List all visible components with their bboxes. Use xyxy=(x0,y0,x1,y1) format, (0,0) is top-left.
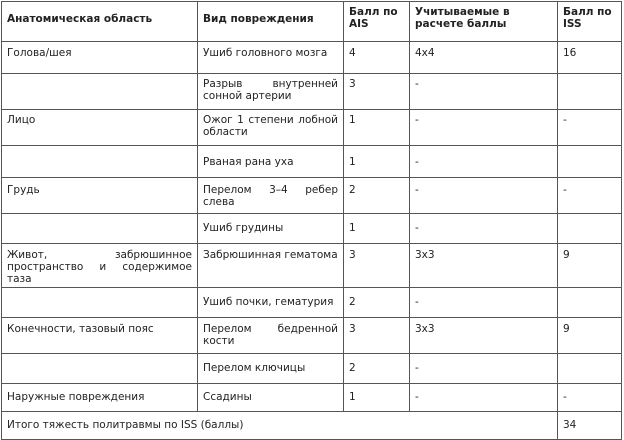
cell-ais: 3 xyxy=(344,244,410,288)
cell-counted: - xyxy=(410,146,558,178)
cell-iss xyxy=(558,288,622,318)
cell-injury: Перелом ключицы xyxy=(198,354,344,384)
cell-counted: 3х3 xyxy=(410,244,558,288)
cell-counted: 4х4 xyxy=(410,42,558,74)
cell-injury: Перелом бедренной кости xyxy=(198,318,344,354)
cell-iss xyxy=(558,354,622,384)
cell-injury: Ушиб головного мозга xyxy=(198,42,344,74)
cell-region: Живот, забрюшинное пространство и содержимое таза xyxy=(2,244,198,288)
table-row xyxy=(2,354,622,384)
table-row xyxy=(2,384,622,412)
header-injury: Вид повреждения xyxy=(198,2,344,42)
cell-injury: Разрыв внутренней сонной артерии xyxy=(198,74,344,110)
table-header-row xyxy=(2,2,622,42)
cell-region: Наружные повреждения xyxy=(2,384,198,412)
cell-iss: - xyxy=(558,178,622,214)
cell-counted: - xyxy=(410,74,558,110)
cell-ais: 1 xyxy=(344,110,410,146)
cell-injury: Ушиб грудины xyxy=(198,214,344,244)
cell-region xyxy=(2,288,198,318)
table-row xyxy=(2,42,622,74)
cell-iss xyxy=(558,146,622,178)
cell-ais: 3 xyxy=(344,318,410,354)
cell-iss xyxy=(558,214,622,244)
table-row xyxy=(2,244,622,288)
cell-counted: - xyxy=(410,354,558,384)
cell-ais: 1 xyxy=(344,384,410,412)
cell-counted: - xyxy=(410,178,558,214)
table-row xyxy=(2,74,622,110)
cell-region xyxy=(2,354,198,384)
cell-counted: - xyxy=(410,110,558,146)
cell-injury: Перелом 3–4 ребер слева xyxy=(198,178,344,214)
header-counted: Учитываемые в расчете баллы xyxy=(410,2,558,42)
total-value: 34 xyxy=(558,412,622,440)
cell-region xyxy=(2,146,198,178)
cell-iss: 16 xyxy=(558,42,622,74)
cell-ais: 1 xyxy=(344,214,410,244)
cell-region xyxy=(2,214,198,244)
cell-ais: 2 xyxy=(344,288,410,318)
table-row xyxy=(2,318,622,354)
cell-counted: - xyxy=(410,288,558,318)
cell-region: Грудь xyxy=(2,178,198,214)
cell-counted: - xyxy=(410,384,558,412)
cell-ais: 1 xyxy=(344,146,410,178)
cell-region: Лицо xyxy=(2,110,198,146)
header-iss: Балл по ISS xyxy=(558,2,622,42)
table-row xyxy=(2,178,622,214)
cell-region: Конечности, тазовый пояс xyxy=(2,318,198,354)
header-region: Анатомическая область xyxy=(2,2,198,42)
cell-ais: 4 xyxy=(344,42,410,74)
cell-injury: Ушиб почки, гематурия xyxy=(198,288,344,318)
cell-injury: Забрюшинная гематома xyxy=(198,244,344,288)
cell-iss: - xyxy=(558,384,622,412)
iss-score-table xyxy=(1,1,622,440)
cell-injury: Рваная рана уха xyxy=(198,146,344,178)
table-row xyxy=(2,146,622,178)
cell-counted: 3х3 xyxy=(410,318,558,354)
cell-region xyxy=(2,74,198,110)
cell-region: Голова/шея xyxy=(2,42,198,74)
table-row xyxy=(2,110,622,146)
cell-iss: - xyxy=(558,110,622,146)
cell-ais: 2 xyxy=(344,178,410,214)
cell-iss xyxy=(558,74,622,110)
total-label: Итого тяжесть политравмы по ISS (баллы) xyxy=(2,412,558,440)
cell-injury: Ссадины xyxy=(198,384,344,412)
cell-ais: 2 xyxy=(344,354,410,384)
cell-iss: 9 xyxy=(558,318,622,354)
cell-iss: 9 xyxy=(558,244,622,288)
cell-ais: 3 xyxy=(344,74,410,110)
cell-counted: - xyxy=(410,214,558,244)
header-ais: Балл по AIS xyxy=(344,2,410,42)
cell-injury: Ожог 1 степени лобной области xyxy=(198,110,344,146)
table-row xyxy=(2,214,622,244)
table-row xyxy=(2,288,622,318)
total-row xyxy=(2,412,622,440)
